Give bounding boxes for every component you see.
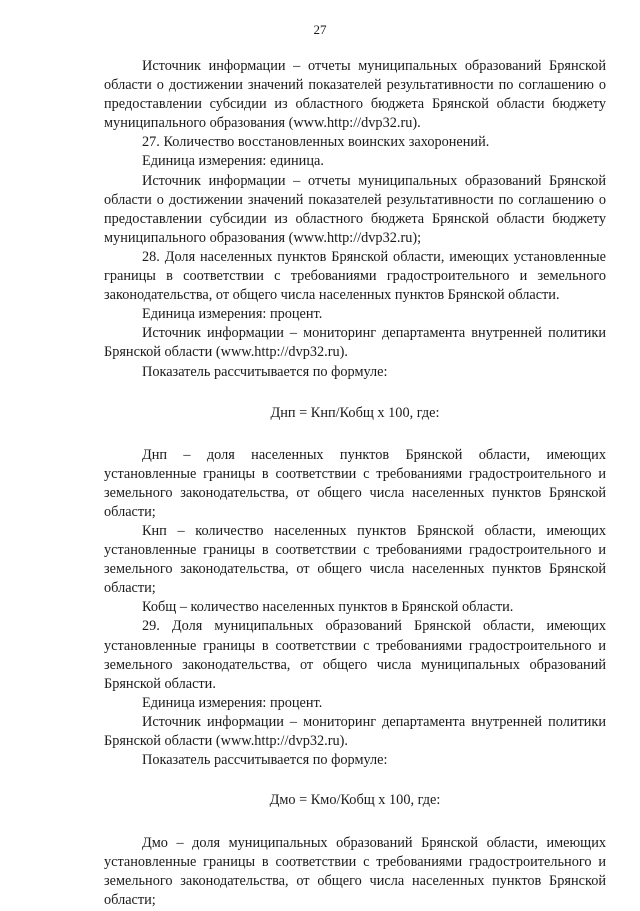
document-body — [104, 57, 606, 911]
unit-line-1: Единица измерения: единица. — [142, 153, 324, 170]
item-28-heading: 28. Доля населенных пунктов Брянской области, имеющих установленные границы в соответствии с требованиями градостроительного и земельного законодательства, от общего числа населенных пунктов Брянской области. — [104, 248, 606, 304]
unit-line-3: Единица измерения: процент. — [142, 694, 323, 711]
definition-knp: Кнп – количество населенных пунктов Брянской области, имеющих установленные границы в соответствии с требованиями градостроительного и земельного законодательства, от общего числа населенных пунктов Брянской области; — [104, 522, 606, 597]
definition-dnp: Днп – доля населенных пунктов Брянской области, имеющих установленные границы в соответствии с требованиями градостроительного и земельного законодательства, от общего числа населенных пунктов Брянской области; — [104, 446, 606, 520]
item-29-heading: 29. Доля муниципальных образований Брянской области, имеющих установленные границы в соответствии с требованиями градостроительного и земельного законодательства, от общего числа муниципальных образований Брянской области. — [104, 618, 606, 692]
page-number: 27 — [313, 22, 327, 37]
formula-dnp: Днп = Кнп/Кобщ х 100, где: — [270, 404, 440, 421]
formula-intro-1: Показатель рассчитывается по формуле: — [142, 363, 388, 380]
unit-line-2: Единица измерения: процент. — [142, 306, 323, 323]
paragraph-source-4: Источник информации – мониторинг департамента внутренней политики Брянской области (www.http://dvp32.ru). — [104, 713, 606, 749]
paragraph-source-1: Источник информации – отчеты муниципальных образований Брянской области о достижении значений показателей результативности по соглашению о предоставлении субсидии из областного бюджета Брянской области бюджету муниципального образования (www.http://dvp32.ru). — [104, 58, 606, 132]
definition-dmo: Дмо – доля муниципальных образований Брянской области, имеющих установленные границы в соответствии с требованиями градостроительного и земельного законодательства, от общего числа населенных пунктов Брянской области; — [104, 835, 606, 909]
formula-intro-2: Показатель рассчитывается по формуле: — [142, 752, 388, 769]
item-27-heading: 27. Количество восстановленных воинских захоронений. — [142, 134, 490, 151]
formula-dmo: Дмо = Кмо/Кобщ х 100, где: — [269, 792, 441, 809]
paragraph-source-2: Источник информации – отчеты муниципальных образований Брянской области о достижении значений показателей результативности по соглашению о предоставлении субсидии из областного бюджета Брянской области бюджету муниципального образования (www.http://dvp32.ru); — [104, 172, 606, 246]
paragraph-source-3: Источник информации – мониторинг департамента внутренней политики Брянской области (www.http://dvp32.ru). — [104, 325, 606, 361]
definition-kobshch: Кобщ – количество населенных пунктов в Брянской области. — [142, 599, 514, 616]
